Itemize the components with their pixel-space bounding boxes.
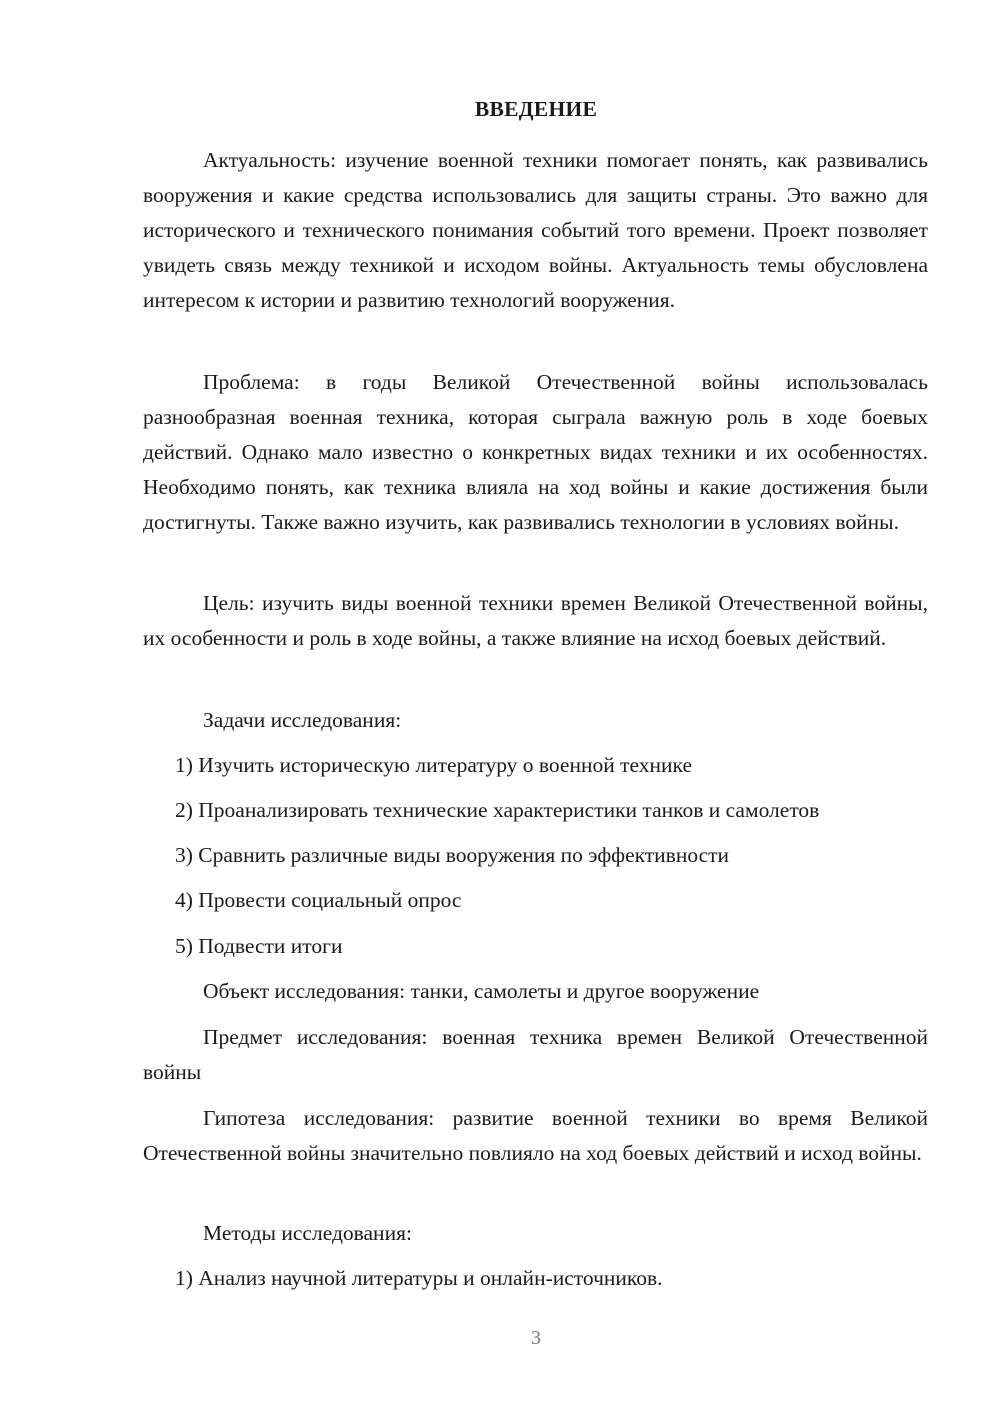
task-item: 1) Изучить историческую литературу о военной технике — [175, 753, 692, 777]
task-item: 4) Провести социальный опрос — [175, 888, 462, 912]
object-paragraph: Объект исследования: танки, самолеты и другое вооружение — [203, 979, 760, 1003]
page-number: 3 — [531, 1327, 541, 1349]
methods-title: Методы исследования: — [203, 1221, 412, 1245]
problem-paragraph: Проблема: в годы Великой Отечественной войны использовалась разнообразная военная техника, которая сыграла важную роль в ходе боевых действий. Однако мало известно о конкретных видах техники и их особенностях. Необходимо понять, как техника влияла на ход войны и какие достижения были достигнуты. Также важно изучить, как развивались технологии в условиях войны. — [143, 370, 928, 534]
goal-paragraph: Цель: изучить виды военной техники времен Великой Отечественной войны, их особенности и роль в ходе войны, а также влияние на исход боевых действий. — [143, 591, 928, 650]
task-item: 3) Сравнить различные виды вооружения по эффективности — [175, 843, 730, 867]
hypothesis-paragraph: Гипотеза исследования: развитие военной техники во время Великой Отечественной войны значительно повлияло на ход боевых действий и исход войны. — [143, 1106, 928, 1165]
tasks-title: Задачи исследования: — [203, 708, 402, 732]
task-item: 5) Подвести итоги — [175, 934, 343, 958]
section-heading: ВВЕДЕНИЕ — [474, 97, 598, 121]
subject-paragraph: Предмет исследования: военная техника времен Великой Отечественной войны — [143, 1025, 928, 1084]
task-item: 2) Проанализировать технические характеристики танков и самолетов — [175, 798, 820, 822]
method-item: 1) Анализ научной литературы и онлайн-источников. — [175, 1266, 663, 1290]
relevance-paragraph: Актуальность: изучение военной техники помогает понять, как развивались вооружения и какие средства использовались для защиты страны. Это важно для исторического и технического понимания событий того времени. Проект позволяет увидеть связь между техникой и исходом войны. Актуальность темы обусловлена интересом к истории и развитию технологий вооружения. — [143, 148, 928, 312]
